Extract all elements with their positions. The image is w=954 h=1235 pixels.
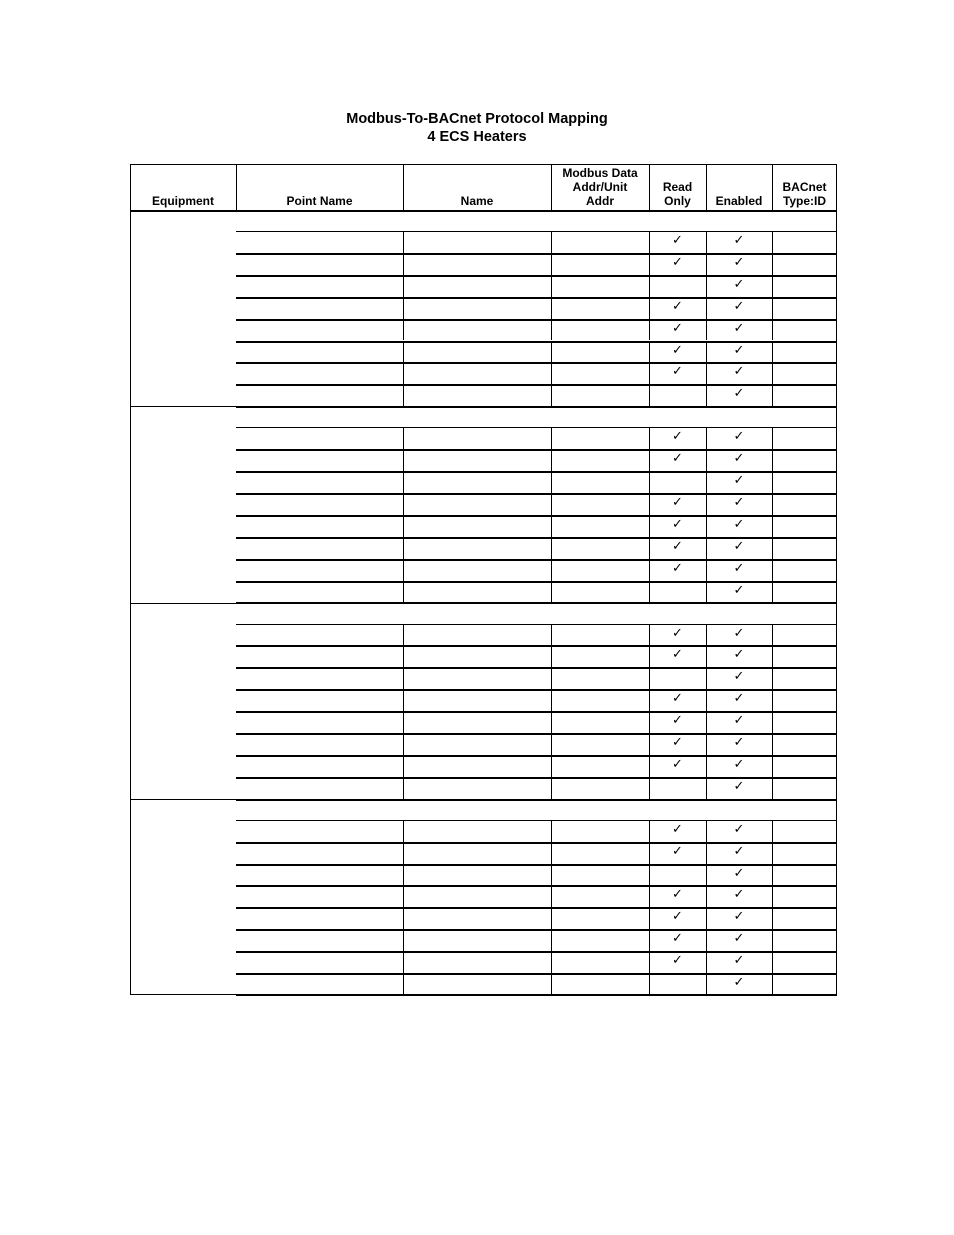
- title-line-1: Modbus-To-BACnet Protocol Mapping: [346, 111, 608, 127]
- group-separator: [130, 406, 837, 407]
- cell-divider: [403, 820, 404, 842]
- cell-divider: [772, 842, 773, 864]
- cell-divider: [772, 864, 773, 886]
- header-column-divider: [772, 164, 773, 210]
- cell-divider: [403, 951, 404, 973]
- header-column-divider: [649, 164, 650, 210]
- table-border-left: [130, 164, 131, 995]
- cell-divider: [403, 842, 404, 864]
- cell-divider: [403, 297, 404, 319]
- cell-divider: [551, 842, 552, 864]
- cell-divider: [772, 885, 773, 907]
- cell-divider: [706, 864, 707, 886]
- cell-divider: [551, 449, 552, 471]
- enabled-check-icon: ✓: [733, 582, 745, 598]
- cell-divider: [403, 231, 404, 253]
- enabled-check-icon: ✓: [733, 320, 745, 336]
- cell-divider: [772, 777, 773, 799]
- cell-divider: [772, 253, 773, 275]
- cell-divider: [772, 951, 773, 973]
- cell-divider: [772, 929, 773, 951]
- cell-divider: [706, 493, 707, 515]
- enabled-check-icon: ✓: [733, 975, 745, 991]
- read-only-check-icon: ✓: [672, 538, 683, 554]
- cell-divider: [403, 537, 404, 559]
- enabled-check-icon: ✓: [733, 691, 745, 707]
- cell-divider: [772, 341, 773, 363]
- cell-divider: [706, 581, 707, 603]
- group-separator: [130, 603, 837, 604]
- cell-divider: [706, 515, 707, 537]
- cell-divider: [706, 929, 707, 951]
- read-only-check-icon: ✓: [672, 494, 683, 510]
- cell-divider: [551, 537, 552, 559]
- cell-divider: [551, 427, 552, 449]
- cell-divider: [772, 820, 773, 842]
- cell-divider: [551, 689, 552, 711]
- cell-divider: [706, 559, 707, 581]
- read-only-check-icon: ✓: [672, 342, 683, 358]
- cell-divider: [772, 973, 773, 995]
- enabled-check-icon: ✓: [733, 364, 745, 380]
- cell-divider: [551, 515, 552, 537]
- cell-divider: [772, 537, 773, 559]
- enabled-check-icon: ✓: [733, 298, 745, 314]
- cell-divider: [649, 711, 650, 733]
- read-only-check-icon: ✓: [672, 298, 683, 314]
- table-border-right: [836, 164, 837, 995]
- cell-divider: [551, 559, 552, 581]
- header-column-divider: [706, 164, 707, 210]
- enabled-check-icon: ✓: [733, 756, 745, 772]
- cell-divider: [403, 624, 404, 646]
- cell-divider: [649, 537, 650, 559]
- cell-divider: [403, 864, 404, 886]
- cell-divider: [772, 559, 773, 581]
- read-only-check-icon: ✓: [672, 647, 683, 663]
- read-only-check-icon: ✓: [672, 560, 683, 576]
- enabled-check-icon: ✓: [733, 429, 745, 445]
- enabled-check-icon: ✓: [733, 254, 745, 270]
- cell-divider: [706, 384, 707, 406]
- enabled-check-icon: ✓: [733, 538, 745, 554]
- cell-divider: [551, 253, 552, 275]
- enabled-check-icon: ✓: [733, 516, 745, 532]
- header-point-name: Point Name: [286, 194, 353, 208]
- header-modbus-data-addr: Modbus Data Addr/Unit Addr: [562, 166, 638, 208]
- cell-divider: [772, 471, 773, 493]
- enabled-check-icon: ✓: [733, 473, 745, 489]
- header-bottom-rule: [130, 210, 837, 212]
- cell-divider: [772, 427, 773, 449]
- enabled-check-icon: ✓: [733, 625, 745, 641]
- cell-divider: [649, 253, 650, 275]
- cell-divider: [772, 711, 773, 733]
- header-read-only: Read Only: [662, 180, 693, 208]
- read-only-check-icon: ✓: [672, 713, 683, 729]
- cell-divider: [551, 645, 552, 667]
- cell-divider: [772, 275, 773, 297]
- cell-divider: [551, 885, 552, 907]
- header-name: Name: [460, 194, 494, 208]
- cell-divider: [772, 362, 773, 384]
- cell-divider: [706, 820, 707, 842]
- row-rule: [236, 995, 837, 996]
- cell-divider: [551, 777, 552, 799]
- read-only-check-icon: ✓: [672, 691, 683, 707]
- cell-divider: [772, 755, 773, 777]
- cell-divider: [772, 231, 773, 253]
- cell-divider: [649, 297, 650, 319]
- read-only-check-icon: ✓: [672, 233, 683, 248]
- enabled-check-icon: ✓: [733, 887, 745, 903]
- cell-divider: [403, 645, 404, 667]
- cell-divider: [649, 427, 650, 449]
- cell-divider: [706, 667, 707, 689]
- cell-divider: [403, 755, 404, 777]
- cell-divider: [706, 341, 707, 363]
- cell-divider: [649, 820, 650, 842]
- cell-divider: [772, 581, 773, 603]
- cell-divider: [649, 907, 650, 929]
- read-only-check-icon: ✓: [672, 429, 683, 445]
- read-only-check-icon: ✓: [672, 887, 683, 903]
- cell-divider: [649, 449, 650, 471]
- read-only-check-icon: ✓: [672, 756, 683, 772]
- header-equipment: Equipment: [152, 194, 214, 208]
- header-column-divider: [236, 164, 237, 210]
- cell-divider: [403, 275, 404, 297]
- cell-divider: [403, 471, 404, 493]
- cell-divider: [772, 384, 773, 406]
- cell-divider: [772, 449, 773, 471]
- cell-divider: [403, 427, 404, 449]
- enabled-check-icon: ✓: [733, 713, 745, 729]
- cell-divider: [649, 864, 650, 886]
- enabled-check-icon: ✓: [733, 778, 745, 794]
- read-only-check-icon: ✓: [672, 364, 683, 380]
- enabled-check-icon: ✓: [733, 821, 745, 837]
- cell-divider: [772, 733, 773, 755]
- header-bacnet-type-id: BACnet Type:ID: [782, 180, 827, 208]
- cell-divider: [403, 667, 404, 689]
- cell-divider: [551, 341, 552, 363]
- cell-divider: [706, 689, 707, 711]
- cell-divider: [772, 319, 773, 341]
- cell-divider: [649, 341, 650, 363]
- cell-divider: [706, 362, 707, 384]
- cell-divider: [403, 689, 404, 711]
- enabled-check-icon: ✓: [733, 669, 745, 685]
- cell-divider: [706, 733, 707, 755]
- cell-divider: [649, 493, 650, 515]
- read-only-check-icon: ✓: [672, 254, 683, 270]
- cell-divider: [706, 624, 707, 646]
- cell-divider: [649, 689, 650, 711]
- cell-divider: [649, 645, 650, 667]
- cell-divider: [649, 559, 650, 581]
- cell-divider: [551, 231, 552, 253]
- cell-divider: [551, 907, 552, 929]
- header-column-divider: [551, 164, 552, 210]
- cell-divider: [551, 755, 552, 777]
- cell-divider: [403, 733, 404, 755]
- cell-divider: [706, 231, 707, 253]
- cell-divider: [551, 581, 552, 603]
- read-only-check-icon: ✓: [672, 451, 683, 467]
- cell-divider: [551, 929, 552, 951]
- enabled-check-icon: ✓: [733, 560, 745, 576]
- cell-divider: [403, 581, 404, 603]
- enabled-check-icon: ✓: [733, 233, 745, 248]
- cell-divider: [551, 864, 552, 886]
- enabled-check-icon: ✓: [733, 735, 745, 750]
- cell-divider: [403, 973, 404, 995]
- cell-divider: [706, 427, 707, 449]
- cell-divider: [649, 885, 650, 907]
- cell-divider: [649, 515, 650, 537]
- read-only-check-icon: ✓: [672, 625, 683, 641]
- cell-divider: [403, 711, 404, 733]
- cell-divider: [649, 951, 650, 973]
- cell-divider: [706, 973, 707, 995]
- cell-divider: [772, 297, 773, 319]
- cell-divider: [706, 711, 707, 733]
- document-title: [0, 110, 954, 146]
- cell-divider: [551, 711, 552, 733]
- cell-divider: [706, 645, 707, 667]
- cell-divider: [551, 624, 552, 646]
- cell-divider: [772, 624, 773, 646]
- cell-divider: [551, 319, 552, 341]
- cell-divider: [551, 471, 552, 493]
- cell-divider: [706, 777, 707, 799]
- cell-divider: [706, 951, 707, 973]
- cell-divider: [403, 515, 404, 537]
- header-enabled: Enabled: [715, 194, 763, 208]
- header-column-divider: [403, 164, 404, 210]
- cell-divider: [551, 275, 552, 297]
- cell-divider: [551, 384, 552, 406]
- read-only-check-icon: ✓: [672, 821, 683, 837]
- read-only-check-icon: ✓: [672, 735, 683, 750]
- cell-divider: [706, 885, 707, 907]
- cell-divider: [706, 842, 707, 864]
- cell-divider: [551, 820, 552, 842]
- enabled-check-icon: ✓: [733, 865, 745, 881]
- cell-divider: [551, 362, 552, 384]
- cell-divider: [649, 777, 650, 799]
- cell-divider: [772, 689, 773, 711]
- enabled-check-icon: ✓: [733, 451, 745, 467]
- enabled-check-icon: ✓: [733, 386, 745, 402]
- cell-divider: [403, 253, 404, 275]
- enabled-check-icon: ✓: [733, 647, 745, 663]
- enabled-check-icon: ✓: [733, 494, 745, 510]
- enabled-check-icon: ✓: [733, 909, 745, 925]
- cell-divider: [403, 907, 404, 929]
- cell-divider: [772, 493, 773, 515]
- cell-divider: [649, 842, 650, 864]
- cell-divider: [706, 297, 707, 319]
- cell-divider: [551, 667, 552, 689]
- cell-divider: [403, 362, 404, 384]
- cell-divider: [551, 733, 552, 755]
- read-only-check-icon: ✓: [672, 953, 683, 969]
- group-separator: [130, 799, 837, 800]
- cell-divider: [649, 667, 650, 689]
- cell-divider: [403, 885, 404, 907]
- cell-divider: [649, 624, 650, 646]
- cell-divider: [551, 973, 552, 995]
- cell-divider: [649, 319, 650, 341]
- cell-divider: [706, 755, 707, 777]
- read-only-check-icon: ✓: [672, 931, 683, 947]
- cell-divider: [403, 384, 404, 406]
- cell-divider: [551, 297, 552, 319]
- cell-divider: [772, 907, 773, 929]
- cell-divider: [403, 559, 404, 581]
- cell-divider: [649, 755, 650, 777]
- cell-divider: [649, 733, 650, 755]
- cell-divider: [403, 493, 404, 515]
- read-only-check-icon: ✓: [672, 909, 683, 925]
- cell-divider: [403, 341, 404, 363]
- cell-divider: [706, 319, 707, 341]
- enabled-check-icon: ✓: [733, 843, 745, 859]
- read-only-check-icon: ✓: [672, 516, 683, 532]
- cell-divider: [772, 515, 773, 537]
- read-only-check-icon: ✓: [672, 843, 683, 859]
- title-line-2: 4 ECS Heaters: [427, 129, 527, 145]
- cell-divider: [772, 667, 773, 689]
- cell-divider: [649, 362, 650, 384]
- cell-divider: [649, 471, 650, 493]
- enabled-check-icon: ✓: [733, 342, 745, 358]
- cell-divider: [706, 275, 707, 297]
- cell-divider: [706, 253, 707, 275]
- cell-divider: [649, 384, 650, 406]
- cell-divider: [551, 493, 552, 515]
- cell-divider: [649, 581, 650, 603]
- cell-divider: [649, 973, 650, 995]
- cell-divider: [772, 645, 773, 667]
- cell-divider: [649, 275, 650, 297]
- cell-divider: [403, 449, 404, 471]
- protocol-mapping-table: [130, 164, 837, 995]
- cell-divider: [551, 951, 552, 973]
- cell-divider: [403, 777, 404, 799]
- cell-divider: [706, 537, 707, 559]
- cell-divider: [403, 929, 404, 951]
- cell-divider: [403, 319, 404, 341]
- cell-divider: [706, 471, 707, 493]
- cell-divider: [649, 231, 650, 253]
- enabled-check-icon: ✓: [733, 953, 745, 969]
- read-only-check-icon: ✓: [672, 320, 683, 336]
- cell-divider: [706, 449, 707, 471]
- cell-divider: [649, 929, 650, 951]
- enabled-check-icon: ✓: [733, 276, 745, 292]
- cell-divider: [706, 907, 707, 929]
- enabled-check-icon: ✓: [733, 931, 745, 947]
